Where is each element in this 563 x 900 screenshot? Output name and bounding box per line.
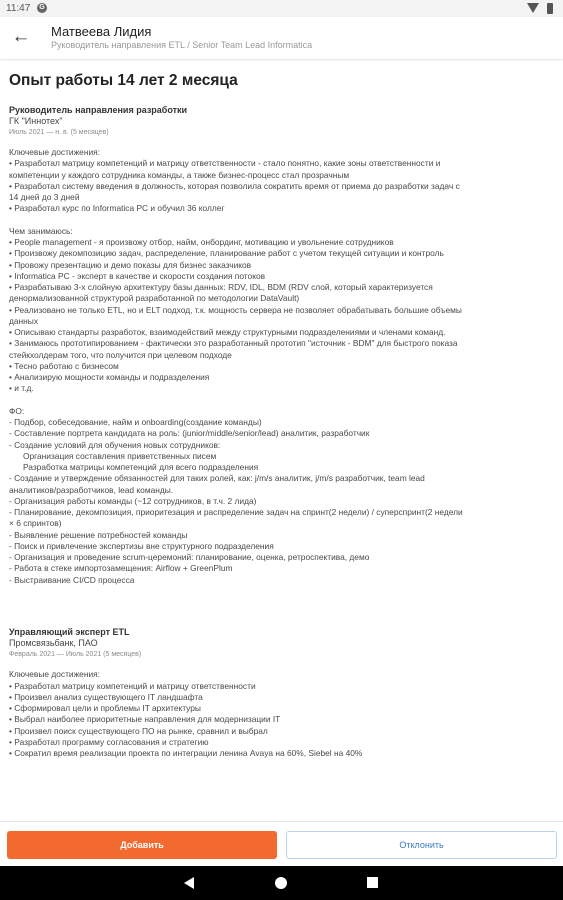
description-line: • и т.д. xyxy=(9,383,34,394)
description-line: аналитиков/разработчиков, lead команды. xyxy=(9,484,174,495)
nav-back-icon[interactable] xyxy=(184,877,194,889)
description-line: • Разработал программу согласования и стратегию xyxy=(9,736,209,747)
description-line: Ключевые достижения: xyxy=(9,669,101,680)
candidate-name: Матвеева Лидия xyxy=(51,24,152,39)
description-line: компетенции у каждого сотрудника команды, а также бизнес-процесс стал прозрачным xyxy=(9,169,350,180)
description-line: Разработка матрицы компетенций для всего подразделения xyxy=(9,462,259,472)
status-bar xyxy=(0,0,563,17)
line-gap xyxy=(9,215,554,226)
battery-icon xyxy=(547,3,553,14)
arrow-left-icon: ← xyxy=(11,26,31,47)
description-line: • Разрабатываю 3-х слойную архитектуру базы данных: RDV, IDL, BDM (RDV слой, который характеризуется xyxy=(9,282,433,292)
line-gap xyxy=(9,597,554,608)
candidate-position: Руководитель направления ETL / Senior Team Lead Informatica xyxy=(51,40,313,50)
description-line: • Произвожу декомпозицию задач, распределение, планирование работ с учетом текущей ситуации и контроль xyxy=(9,248,444,259)
job-entry xyxy=(9,626,554,759)
add-button[interactable]: Добавить xyxy=(7,831,277,859)
status-time: 11:47 xyxy=(6,3,31,14)
description-line: данных xyxy=(9,315,39,326)
description-line: - Подбор, собеседование, найм и onboarding(создание команды) xyxy=(9,417,262,427)
job-title: Руководитель направления разработки xyxy=(9,105,188,115)
description-line: • Выбрал наиболее приоритетные направления для модернизации IT xyxy=(9,714,281,725)
action-bar xyxy=(0,821,563,866)
job-dates: Июль 2021 — н. в. (5 месяцев) xyxy=(9,129,109,136)
description-line: • People management - я произвожу отбор, найм, онбординг, мотивацию и увольнение сотрудников xyxy=(9,237,394,247)
experience-headline: Опыт работы 14 лет 2 месяца xyxy=(9,72,238,89)
system-nav-bar xyxy=(0,866,563,900)
description-line: • Реализовано не только ETL, но и ELT подход, т.к. мощность сервера не позволяет обрабатывать большие объемы xyxy=(9,304,462,315)
description-line: × 6 спринтов) xyxy=(9,518,62,529)
job-dates: Февраль 2021 — Июль 2021 (5 месяцев) xyxy=(9,651,142,659)
job-description xyxy=(9,147,554,608)
description-line: • Сформировал цели и проблемы IT архитектуры xyxy=(9,703,201,713)
description-line: • Разработал матрицу компетенций и матрицу ответственности xyxy=(9,680,256,691)
description-line: - Создание условий для обучения новых сотрудников: xyxy=(9,439,221,450)
resume-content[interactable] xyxy=(0,59,563,821)
description-line: денормализованной структурой разработанной по методологии DataVault) xyxy=(9,293,300,304)
description-line: ФО: xyxy=(9,405,25,416)
description-line: - Планирование, декомпозиция, приоритезация и распределение задач на спринт(2 недели) / суперспринт(2 недели xyxy=(9,507,463,517)
description-line: • Анализирую мощности команды и подразделения xyxy=(9,372,210,382)
google-icon: G xyxy=(37,3,47,13)
job-company: ГК "Иннотех" xyxy=(9,116,63,126)
description-line: - Составление портрета кандидата на роль: (junior/middle/senior/lead) аналитик, разработчик xyxy=(9,428,370,439)
description-line: стейкхолдерам того, что получится при целевом подходе xyxy=(9,349,232,360)
description-line: - Выстраивание CI/CD процесса xyxy=(9,574,135,585)
description-line: • Сократил время реализации проекта по интеграции ленина Avaya на 60%, Siebel на 40% xyxy=(9,748,363,758)
description-line: - Организация работы команды (~12 сотрудников, в т.ч. 2 лида) xyxy=(9,495,257,506)
description-line: Организация составления приветственных писем xyxy=(9,450,217,461)
job-entry xyxy=(9,104,554,608)
description-line: Ключевые достижения: xyxy=(9,147,101,157)
reject-button[interactable]: Отклонить xyxy=(286,831,557,859)
description-line: • Разработал систему введения в должность, которая позволила сократить время от приема до разработки задач с xyxy=(9,180,460,191)
description-line: • Разработал матрицу компетенций и матрицу ответственности - стало понятно, какие зоны ответственности и xyxy=(9,158,441,169)
description-line: - Организация и проведение scrum-церемоний: планирование, оценка, ретроспектива, демо xyxy=(9,552,370,562)
description-line: - Поиск и привлечение экспертизы вне структурного подразделения xyxy=(9,540,274,551)
description-line: - Работа в стеке импортозамещения: Airflow + GreenPlum xyxy=(9,563,233,574)
line-gap xyxy=(9,586,554,597)
description-line: • Провожу презентацию и демо показы для бизнес заказчиков xyxy=(9,259,252,270)
description-line: • Тесно работаю с бизнесом xyxy=(9,360,119,371)
description-line: Чем занимаюсь: xyxy=(9,225,73,236)
description-line: • Разработал курс по Informatica PC и обучил 36 коллег xyxy=(9,203,225,214)
line-gap xyxy=(9,395,554,406)
description-line: • Произвел поиск существующего ПО на рынке, сравнил и выбрал xyxy=(9,725,268,736)
description-line: 14 дней до 3 дней xyxy=(9,192,80,202)
wifi-icon xyxy=(527,3,539,13)
app-bar xyxy=(0,17,563,59)
job-company: Промсвязьбанк, ПАО xyxy=(9,638,98,649)
description-line: • Занимаюсь прототипированием - фактически это разработанный прототип "источник - BDM" для быстрого показа xyxy=(9,338,458,349)
description-line: - Создание и утверждение обязанностей для таких ролей, как: j/m/s аналитик, j/m/s разработчик, team lead xyxy=(9,473,425,484)
job-description xyxy=(9,669,554,759)
description-line: • Произвел анализ существующего IT ландшафта xyxy=(9,691,203,702)
description-line: • Описываю стандарты разработок, взаимодействий между структурными подразделениями и членами команд. xyxy=(9,327,446,337)
description-line: - Выявление решение потребностей команды xyxy=(9,529,188,540)
job-title: Управляющий эксперт ETL xyxy=(9,627,130,638)
back-button[interactable] xyxy=(8,25,34,51)
description-line: • Informatica PC - эксперт в качестве и скорости создания потоков xyxy=(9,270,266,281)
nav-home-icon[interactable] xyxy=(275,877,287,889)
nav-recents-icon[interactable] xyxy=(367,877,378,888)
